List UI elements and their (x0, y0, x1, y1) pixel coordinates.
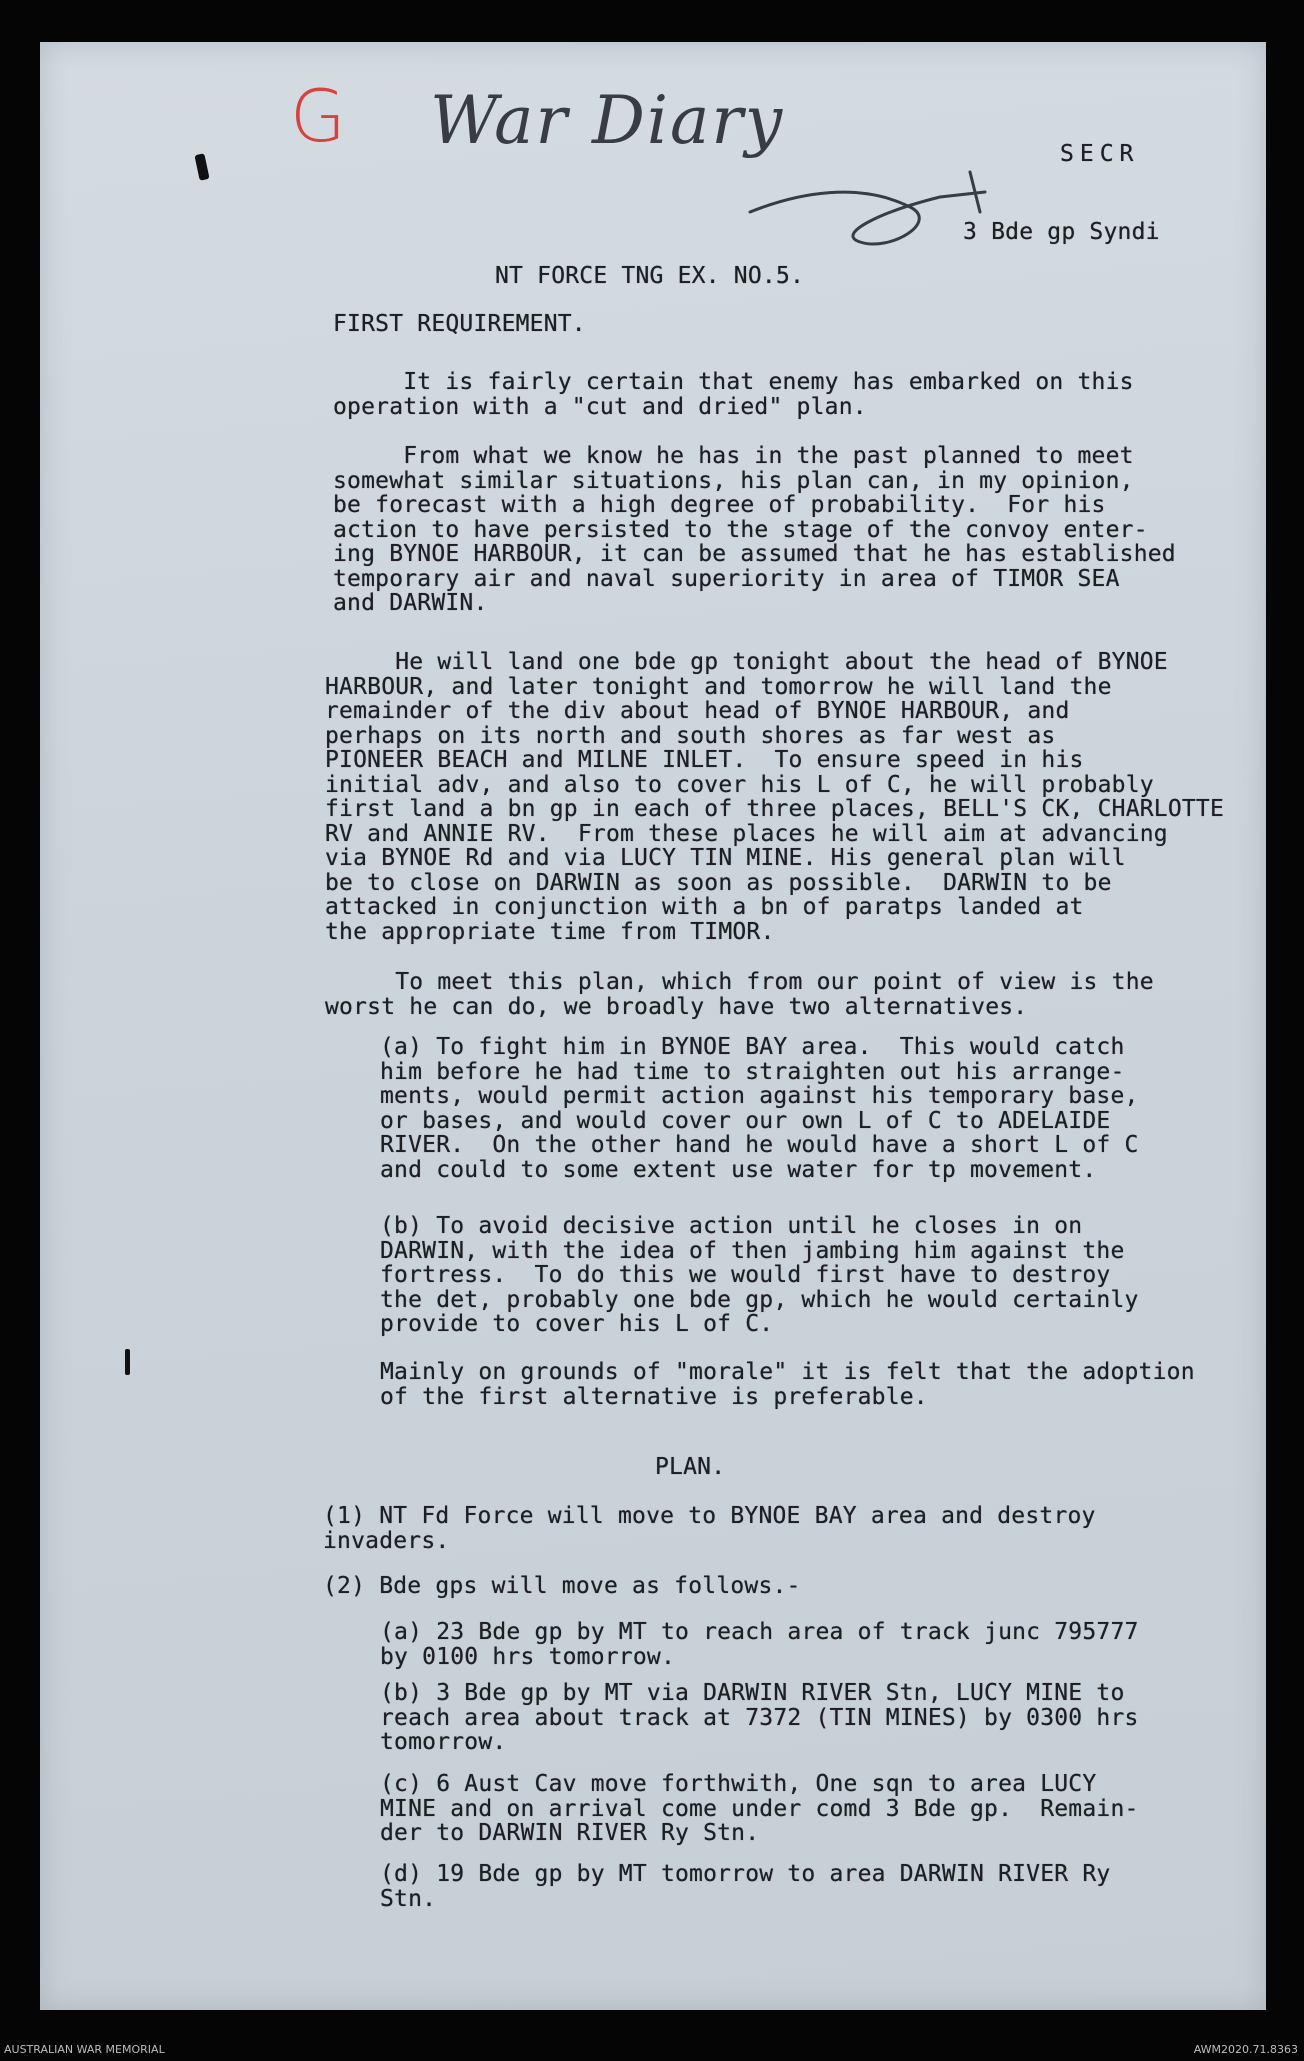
paragraph-3: He will land one bde gp tonight about the head of BYNOE HARBOUR, and later tonight and tomorrow he will land the remainder of the div about head of BYNOE HARBOUR, and perhaps on its north and south shores as far west as PIONEER BEACH and MILNE INLET. To ensure speed in his initial adv, and also to cover his L of C, he will probably first land a bn gp in each of three places, BELL'S CK, CHARLOTTE RV and ANNIE RV. From these places he will aim at advancing via BYNOE Rd and via LUCY TIN MINE. His general plan will be to close on DARWIN as soon as possible. DARWIN to be attacked in conjunction with a bn of paratps landed at the appropriate time from TIMOR. (325, 649, 1225, 945)
document-page (40, 42, 1266, 2010)
footer-accession-id: AWM2020.71.8363 (1193, 2043, 1298, 2056)
paragraph-conclusion: Mainly on grounds of "morale" it is felt that the adoption of the first alternative is preferable. (380, 1359, 1195, 1410)
plan-item-2c: (c) 6 Aust Cav move forthwith, One sqn to area LUCY MINE and on arrival come under comd 3 Bde gp. Remain- der to DARWIN RIVER Ry Stn. (380, 1771, 1139, 1846)
alternative-b: (b) To avoid decisive action until he closes in on DARWIN, with the idea of then jambing him against the fortress. To do this we would first have to destroy the det, probably one bde gp, which he would certainly provide to cover his L of C. (380, 1213, 1139, 1337)
unit-label: 3 Bde gp Syndi (963, 219, 1160, 245)
punch-hole-middle (125, 1349, 130, 1375)
plan-item-2: (2) Bde gps will move as follows.- (323, 1573, 801, 1599)
document-title: NT FORCE TNG EX. NO.5. (495, 263, 805, 289)
handwritten-title: War Diary (430, 82, 785, 159)
plan-item-2b: (b) 3 Bde gp by MT via DARWIN RIVER Stn, LUCY MINE to reach area about track at 7372 (TIN MINES) by 0300 hrs tomorrow. (380, 1680, 1139, 1755)
plan-item-2a: (a) 23 Bde gp by MT to reach area of track junc 795777 by 0100 hrs tomorrow. (380, 1619, 1139, 1670)
security-stamp: SECR (1060, 141, 1140, 167)
paragraph-1: It is fairly certain that enemy has embarked on this operation with a "cut and dried" plan. (333, 369, 1134, 420)
handwritten-corner-mark: G (290, 74, 346, 158)
paragraph-4: To meet this plan, which from our point of view is the worst he can do, we broadly have two alternatives. (325, 969, 1154, 1020)
plan-item-1: (1) NT Fd Force will move to BYNOE BAY area and destroy invaders. (323, 1503, 1096, 1554)
alternative-a: (a) To fight him in BYNOE BAY area. This would catch him before he had time to straighten out his arrange- ments, would permit action against his temporary base, or bases, and would cover our own L of C to ADELAIDE RIVER. On the other hand he would have a short L of C and could to some extent use water for tp movement. (380, 1034, 1139, 1183)
plan-heading: PLAN. (655, 1454, 726, 1480)
plan-item-2d: (d) 19 Bde gp by MT tomorrow to area DARWIN RIVER Ry Stn. (380, 1861, 1111, 1912)
handwritten-flourish (740, 152, 1000, 262)
footer-archive-name: AUSTRALIAN WAR MEMORIAL (4, 2043, 165, 2056)
paragraph-2: From what we know he has in the past planned to meet somewhat similar situations, his plan can, in my opinion, be forecast with a high degree of probability. For his action to have persisted to the stage of the convoy enter- ing BYNOE HARBOUR, it can be assumed that he has established temporary air and naval superiority in area of TIMOR SEA and DARWIN. (333, 443, 1176, 616)
punch-hole-top (194, 153, 209, 181)
section-heading: FIRST REQUIREMENT. (333, 311, 586, 337)
